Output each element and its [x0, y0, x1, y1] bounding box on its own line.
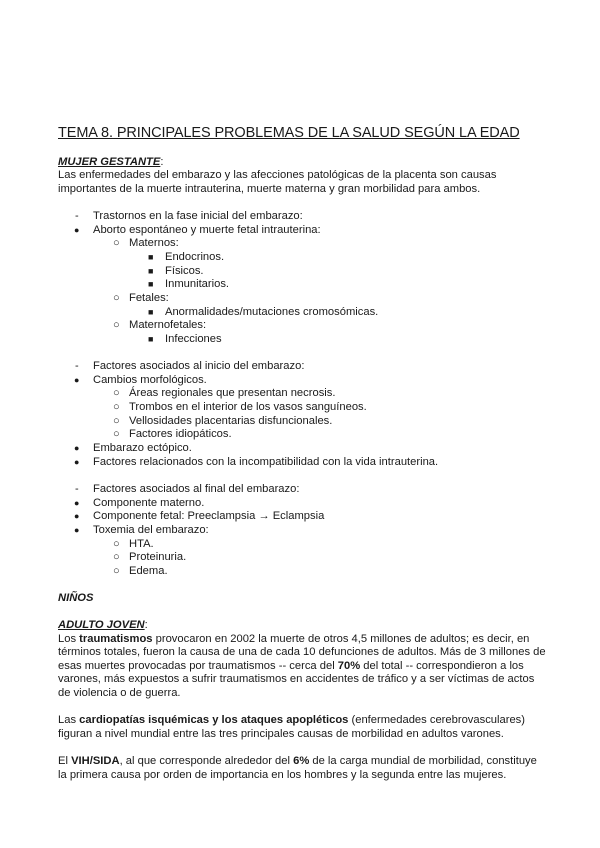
- text-run: esas muertes provocadas por traumatismos -- cerca del: [58, 660, 338, 672]
- text-run: (enfermedades cerebrovasculares): [348, 714, 525, 726]
- list-item: Inmunitarios.: [165, 278, 230, 290]
- text-run: , al que corresponde alrededor del: [119, 755, 294, 767]
- list-item: Componente materno.: [93, 497, 205, 509]
- bullet-marker: ●: [74, 375, 80, 385]
- paragraph-line: términos totales, fueron la causa de una de cada 10 defunciones de adultos. Más de 3 millones de: [58, 646, 546, 658]
- paragraph-line: [58, 632, 529, 646]
- circle-marker: ○: [113, 401, 120, 413]
- dash-marker: -: [75, 483, 79, 495]
- paragraph-line: [58, 659, 524, 673]
- text-run: de la carga mundial de morbilidad, constituye: [309, 755, 537, 767]
- paragraph-line: figuran a nivel mundial entre las tres principales causas de morbilidad en adultos varones.: [58, 728, 504, 740]
- square-marker: ■: [148, 252, 154, 262]
- paragraph-line: [58, 713, 525, 727]
- bold-text: VIH/SIDA: [71, 755, 120, 767]
- list-item: Factores asociados al inicio del embarazo:: [93, 360, 305, 372]
- paragraph-line: varones, más expuestos a sufrir traumatismos en accidentes de tráfico y a ser víctimas de actos: [58, 673, 535, 685]
- list-item: Toxemia del embarazo:: [93, 524, 209, 536]
- circle-marker: ○: [113, 292, 120, 304]
- text-run: Las: [58, 714, 80, 726]
- circle-marker: ○: [113, 538, 120, 550]
- intro-line: importantes de la muerte intrauterina, muerte materna y gran morbilidad para ambos.: [58, 183, 481, 195]
- list-item: Cambios morfológicos.: [93, 374, 207, 386]
- list-item: HTA.: [129, 538, 154, 550]
- heading-colon: :: [160, 156, 164, 168]
- heading-text: MUJER GESTANTE: [58, 156, 161, 168]
- paragraph-line: de violencia o de guerra.: [58, 687, 181, 699]
- square-marker: ■: [148, 279, 154, 289]
- list-item: Factores asociados al final del embarazo:: [93, 483, 300, 495]
- bullet-marker: ●: [74, 498, 80, 508]
- bold-text: 70%: [337, 660, 361, 672]
- bold-text: 6%: [293, 755, 310, 767]
- list-item: Trastornos en la fase inicial del embarazo:: [93, 210, 303, 222]
- bullet-marker: ●: [74, 225, 80, 235]
- bold-text: traumatismos: [79, 633, 153, 645]
- section-heading-adulto: [58, 618, 148, 632]
- bullet-marker: ●: [74, 511, 80, 521]
- list-item: Maternofetales:: [129, 319, 207, 331]
- list-item: Fetales:: [129, 292, 169, 304]
- list-item: Componente fetal: Preeclampsia → Eclampsia: [93, 510, 325, 522]
- text-run: Los: [58, 633, 80, 645]
- text-run: provocaron en 2002 la muerte de otros 4,5 millones de adultos; es decir, en: [152, 633, 530, 645]
- bullet-marker: ●: [74, 443, 80, 453]
- list-item: Factores relacionados con la incompatibilidad con la vida intrauterina.: [93, 456, 439, 468]
- list-item: Proteinuria.: [129, 551, 187, 563]
- circle-marker: ○: [113, 319, 120, 331]
- circle-marker: ○: [113, 237, 120, 249]
- square-marker: ■: [148, 266, 154, 276]
- square-marker: ■: [148, 334, 154, 344]
- paragraph-line: la primera causa por orden de importancia en los hombres y la segunda entre las mujeres.: [58, 769, 507, 781]
- list-item: Factores idiopáticos.: [129, 428, 232, 440]
- list-item: Edema.: [129, 565, 168, 577]
- circle-marker: ○: [113, 565, 120, 577]
- list-item: Embarazo ectópico.: [93, 442, 192, 454]
- text-run: del total -- correspondieron a los: [360, 660, 524, 672]
- list-item: Vellosidades placentarias disfuncionales.: [129, 415, 333, 427]
- square-marker: ■: [148, 307, 154, 317]
- list-item: Maternos:: [129, 237, 179, 249]
- circle-marker: ○: [113, 551, 120, 563]
- heading-colon: :: [144, 619, 148, 631]
- section-heading-ninos: NIÑOS: [58, 592, 94, 604]
- section-heading-mujer: [58, 155, 163, 169]
- list-item: Anormalidades/mutaciones cromosómicas.: [165, 306, 379, 318]
- list-item: Áreas regionales que presentan necrosis.: [129, 387, 336, 399]
- list-item: Aborto espontáneo y muerte fetal intrauterina:: [93, 224, 321, 236]
- paragraph-line: [58, 754, 537, 768]
- dash-marker: -: [75, 210, 79, 222]
- list-item: Trombos en el interior de los vasos sanguíneos.: [129, 401, 367, 413]
- dash-marker: -: [75, 360, 79, 372]
- page-title: TEMA 8. PRINCIPALES PROBLEMAS DE LA SALUD SEGÚN LA EDAD: [58, 125, 520, 141]
- intro-line: Las enfermedades del embarazo y las afecciones patológicas de la placenta son causas: [58, 169, 497, 181]
- heading-text: ADULTO JOVEN: [58, 619, 145, 631]
- circle-marker: ○: [113, 387, 120, 399]
- text-run: El: [58, 755, 72, 767]
- list-item: Infecciones: [165, 333, 222, 345]
- bullet-marker: ●: [74, 457, 80, 467]
- bullet-marker: ●: [74, 525, 80, 535]
- list-item: Endocrinos.: [165, 251, 225, 263]
- circle-marker: ○: [113, 415, 120, 427]
- bold-text: cardiopatías isquémicas y los ataques apopléticos: [79, 714, 349, 726]
- list-item: Físicos.: [165, 265, 204, 277]
- circle-marker: ○: [113, 428, 120, 440]
